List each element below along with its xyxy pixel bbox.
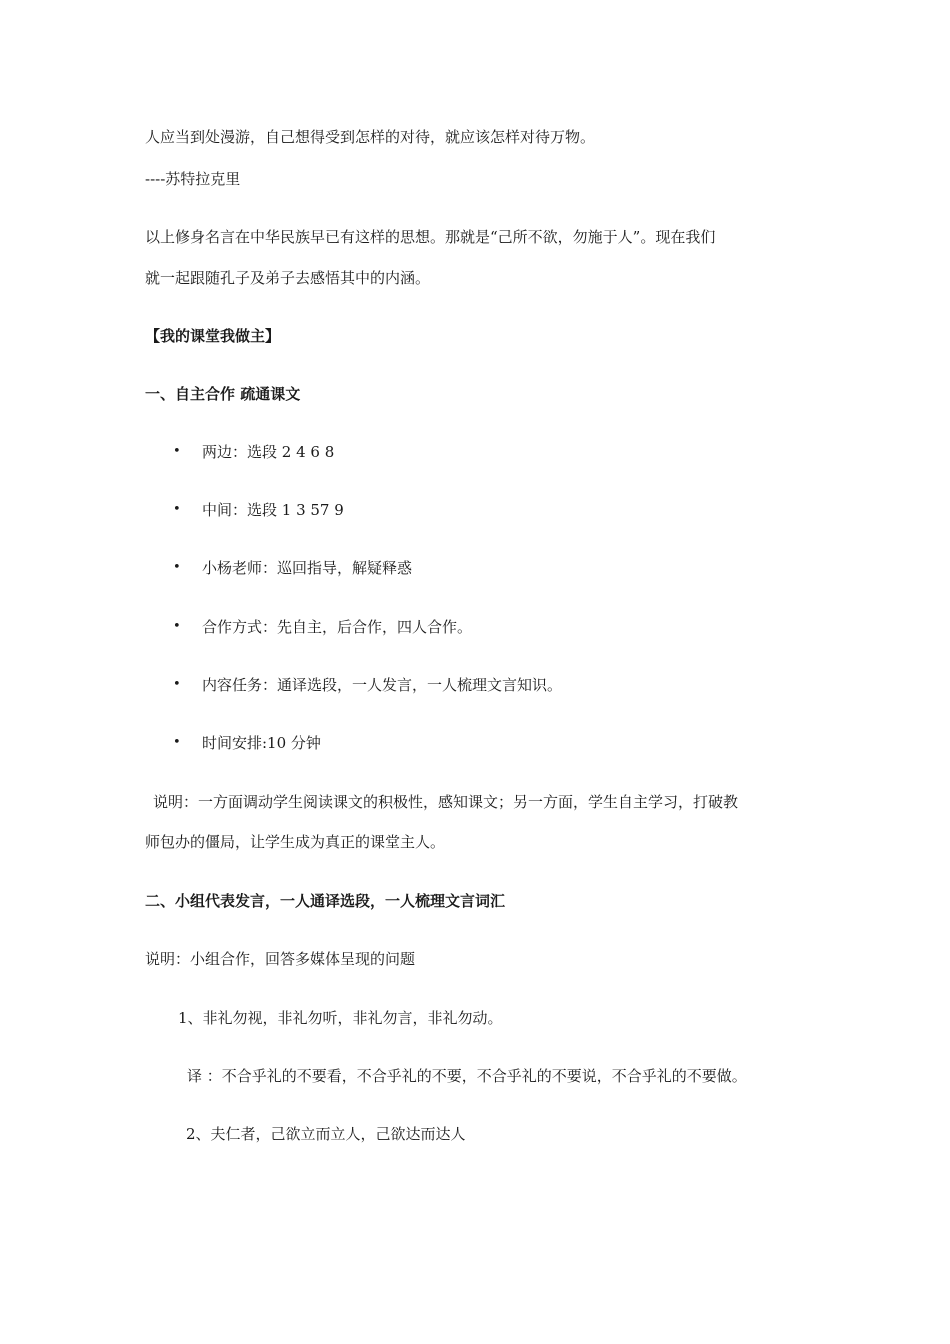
part2-item-2: 2、夫仁者，己欲立而立人，己欲达而达人 xyxy=(186,1125,466,1143)
part1-note-line-1: 说明：一方面调动学生阅读课文的积极性，感知课文；另一方面，学生自主学习，打破教 xyxy=(153,793,739,811)
list-item: 合作方式：先自主，后合作，四人合作。 xyxy=(202,618,473,636)
bullet-icon: • xyxy=(173,560,181,575)
list-item: 小杨老师：巡回指导，解疑释惑 xyxy=(202,559,413,577)
list-item: 内容任务：通译选段，一人发言，一人梳理文言知识。 xyxy=(202,676,563,694)
part1-title: 一、自主合作 疏通课文 xyxy=(145,385,301,403)
intro-line-2: 就一起跟随孔子及弟子去感悟其中的内涵。 xyxy=(145,269,431,287)
intro-line-1: 以上修身名言在中华民族早已有这样的思想。那就是“己所不欲，勿施于人”。现在我们 xyxy=(145,228,716,246)
part1-note-line-2: 师包办的僵局，让学生成为真正的课堂主人。 xyxy=(145,833,446,851)
quote-author: ----苏特拉克里 xyxy=(145,170,241,188)
bullet-icon: • xyxy=(173,444,181,459)
quote-text: 人应当到处漫游，自己想得受到怎样的对待，就应该怎样对待万物。 xyxy=(145,128,596,146)
list-item: 时间安排:10 分钟 xyxy=(202,734,321,752)
part2-title: 二、小组代表发言，一人通译选段，一人梳理文言词汇 xyxy=(145,892,506,910)
bullet-icon: • xyxy=(173,619,181,634)
section-heading: 【我的课堂我做主】 xyxy=(145,327,281,345)
list-item: 两边：选段 2 4 6 8 xyxy=(202,443,335,461)
bullet-icon: • xyxy=(173,677,181,692)
bullet-icon: • xyxy=(173,502,181,517)
part2-item-1: 1、非礼勿视，非礼勿听，非礼勿言，非礼勿动。 xyxy=(178,1009,503,1027)
part2-note: 说明：小组合作，回答多媒体呈现的问题 xyxy=(145,950,416,968)
list-item: 中间：选段 1 3 57 9 xyxy=(202,501,344,519)
bullet-icon: • xyxy=(173,735,181,750)
part2-item-1-translation: 译 ：不合乎礼的不要看，不合乎礼的不要，不合乎礼的不要说，不合乎礼的不要做。 xyxy=(187,1067,747,1085)
